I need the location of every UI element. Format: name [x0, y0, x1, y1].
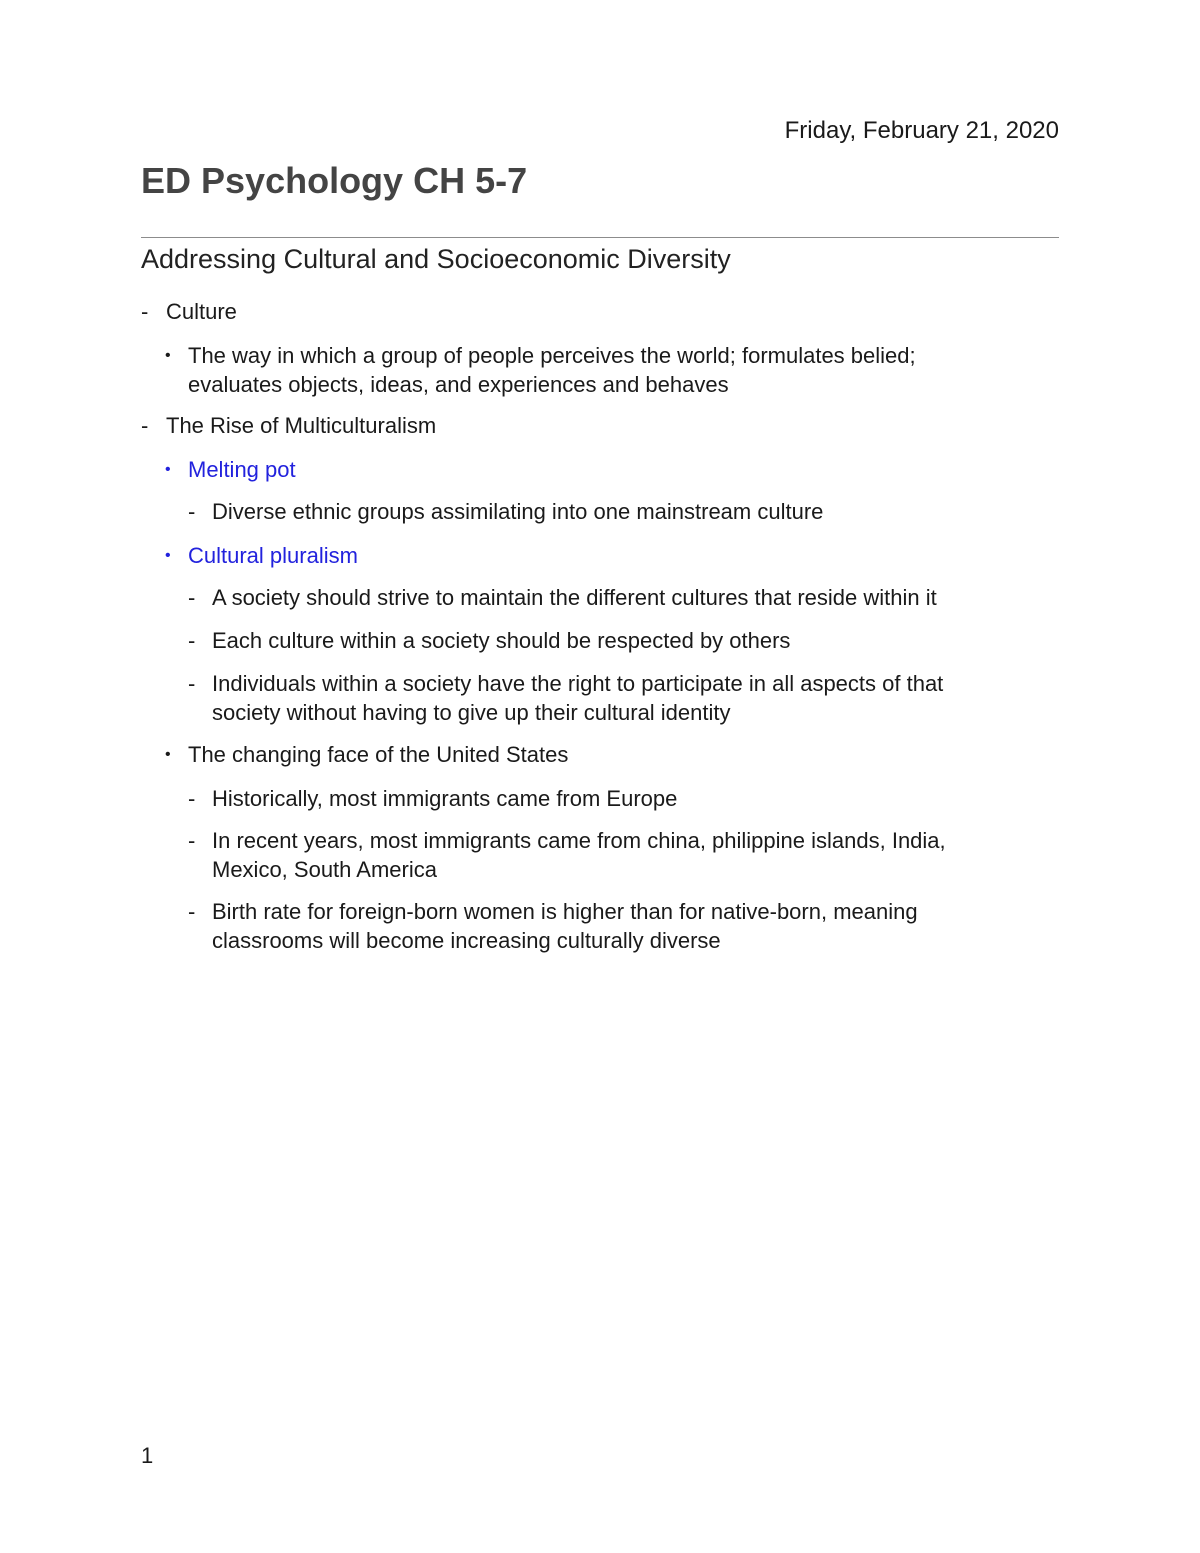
outline-item: [165, 740, 568, 769]
outline-item: [188, 626, 790, 655]
dash-marker: [141, 297, 161, 326]
outline-item: [165, 341, 916, 399]
bullet-marker: [165, 455, 185, 484]
outline-item-text: The changing face of the United States: [188, 742, 569, 767]
outline-item-text: Historically, most immigrants came from Europe: [212, 786, 678, 811]
title-divider: [141, 237, 1059, 238]
outline-item-text: Mexico, South America: [212, 857, 437, 882]
outline-item: [165, 541, 358, 570]
outline-item-text: classrooms will become increasing culturally diverse: [212, 928, 721, 953]
dash-marker: [188, 497, 208, 526]
outline-item: [188, 583, 937, 612]
dash-marker: [141, 411, 161, 440]
outline-item-text: Cultural pluralism: [188, 543, 358, 568]
outline-item: [188, 497, 823, 526]
dash-marker: [188, 784, 208, 813]
outline-item-text: evaluates objects, ideas, and experiences and behaves: [188, 372, 729, 397]
outline-item-text: Individuals within a society have the right to participate in all aspects of that: [212, 671, 944, 696]
outline-item-text: Melting pot: [188, 457, 296, 482]
outline-item: [188, 826, 946, 884]
outline-item-text: A society should strive to maintain the different cultures that reside within it: [212, 585, 937, 610]
dash-marker: [188, 583, 208, 612]
outline-item: [141, 297, 237, 326]
outline-item-text: Culture: [166, 299, 237, 324]
outline-item-text: society without having to give up their cultural identity: [212, 700, 731, 725]
outline-item-text: In recent years, most immigrants came from china, philippine islands, India,: [212, 828, 946, 853]
dash-marker: [188, 897, 208, 926]
outline-item: [188, 784, 677, 813]
outline-item-text: Diverse ethnic groups assimilating into one mainstream culture: [212, 499, 824, 524]
outline-item-text: Each culture within a society should be respected by others: [212, 628, 791, 653]
dash-marker: [188, 626, 208, 655]
bullet-marker: [165, 541, 185, 570]
outline-item: [165, 455, 296, 484]
section-heading: Addressing Cultural and Socioeconomic Diversity: [141, 244, 731, 274]
dash-marker: [188, 669, 208, 698]
outline-item: [188, 897, 918, 955]
bullet-marker: [165, 341, 185, 370]
outline-item: [141, 411, 436, 440]
document-date: Friday, February 21, 2020: [784, 117, 1059, 144]
dash-marker: [188, 826, 208, 855]
outline-item-text: The way in which a group of people perceives the world; formulates belied;: [188, 343, 916, 368]
page-number: 1: [141, 1443, 154, 1468]
outline-item-text: The Rise of Multiculturalism: [166, 413, 437, 438]
document-title: ED Psychology CH 5-7: [141, 160, 528, 201]
outline-item-text: Birth rate for foreign-born women is higher than for native-born, meaning: [212, 899, 918, 924]
bullet-marker: [165, 740, 185, 769]
outline-item: [188, 669, 943, 727]
